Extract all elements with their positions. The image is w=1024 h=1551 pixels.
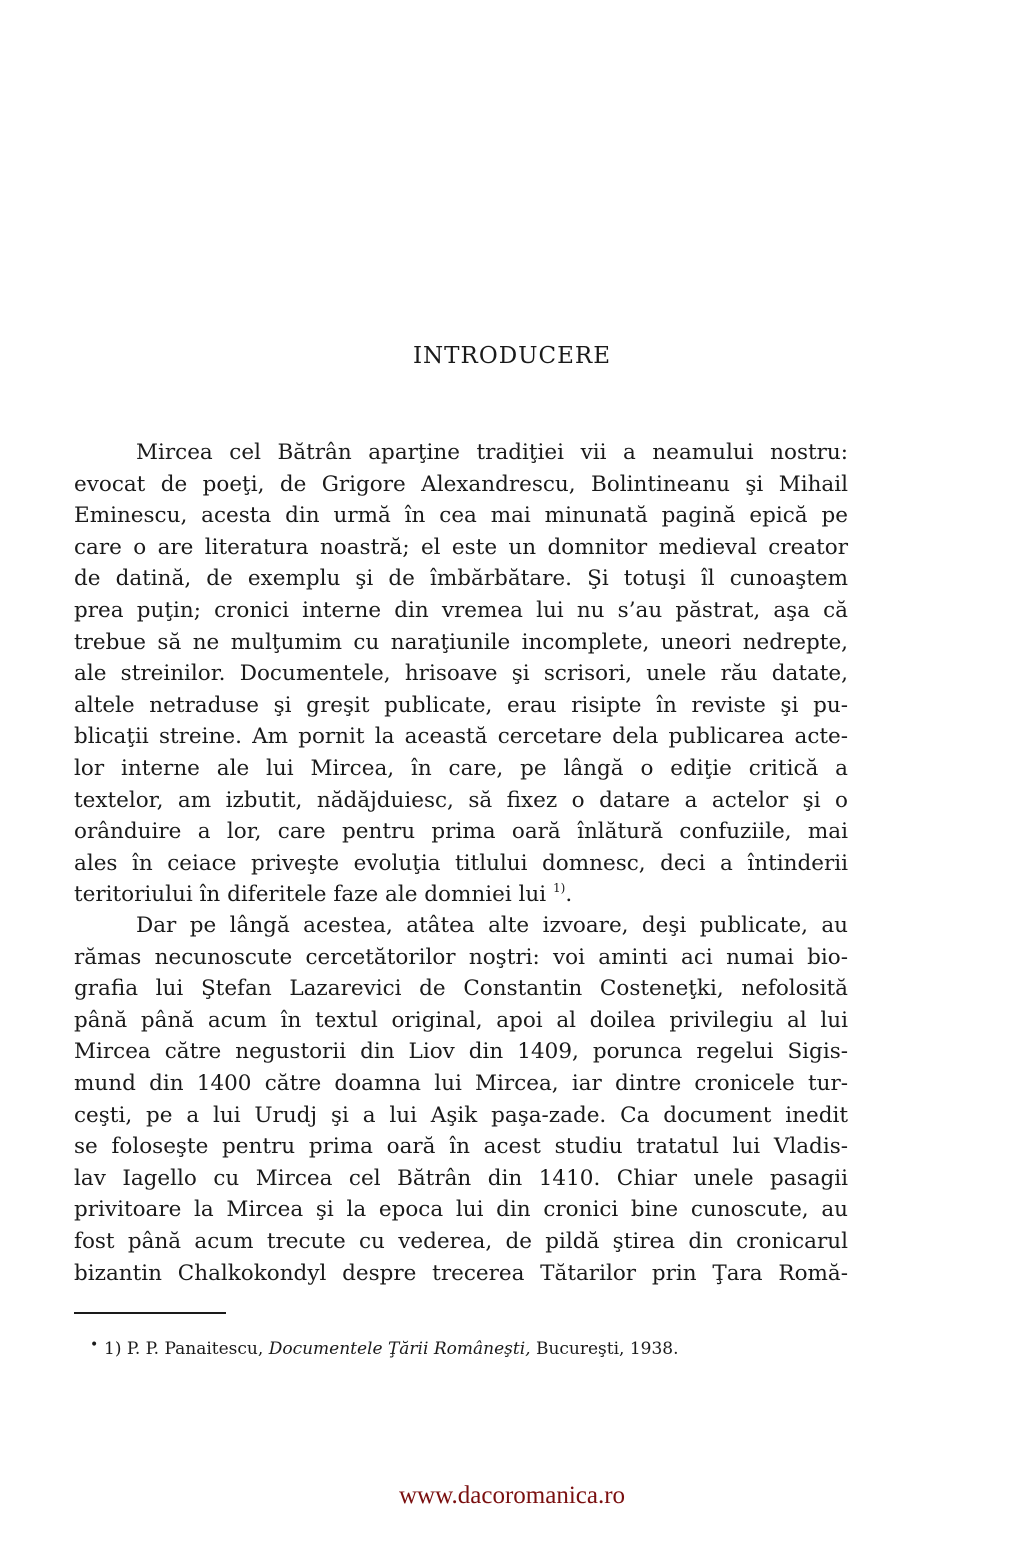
text-line: bizantin Chalkokondyl despre trecerea Tătarilor prin Ţara Romă- [74, 1260, 848, 1286]
text-line: grafia lui Ştefan Lazarevici de Constantin Costeneţki, nefolosită [74, 976, 848, 1002]
text-line [74, 879, 848, 911]
footnote-divider [74, 1312, 226, 1314]
text-line: mund din 1400 către doamna lui Mircea, iar dintre cronicele tur- [74, 1070, 848, 1096]
footnote-place-year: Bucureşti, 1938. [535, 1339, 679, 1359]
text-line: trebue să ne mulţumim cu naraţiunile incomplete, uneori nedrepte, [74, 629, 848, 655]
text-line: rămas necunoscute cercetătorilor noştri: voi aminti aci numai bio- [74, 944, 848, 970]
text-line: Mircea către negustorii din Liov din 1409, porunca regelui Sigis- [74, 1039, 848, 1065]
text-line: de datină, de exemplu şi de îmbărbătare. Şi totuşi îl cunoaştem [74, 566, 848, 592]
paragraph-1 [74, 437, 848, 911]
text-line: ceşti, pe a lui Urudj şi a lui Aşik paşa-zade. Ca document inedit [74, 1102, 848, 1128]
footnote-reference[interactable]: 1) [552, 881, 566, 896]
text-line: care o are literatura noastră; el este un domnitor medieval creator [74, 534, 848, 560]
paragraph-2 [74, 910, 848, 1289]
text-line: Dar pe lângă acestea, atâtea alte izvoare, deşi publicate, au [136, 913, 848, 938]
text-line: Mircea cel Bătrân aparţine tradiţiei vii a neamului nostru: [136, 440, 848, 465]
text-line: blicaţii streine. Am pornit la această cercetare dela publicarea acte- [74, 724, 848, 750]
text-line: textelor, am izbutit, nădăjduiesc, să fixez o datare a actelor şi o [74, 787, 848, 813]
text-line: ale streinilor. Documentele, hrisoave şi scrisori, unele rău datate, [74, 661, 848, 687]
footnote-bullet: • [90, 1337, 99, 1353]
text-line: orânduire a lor, care pentru prima oară înlătură confuziile, mai [74, 819, 848, 845]
watermark-link[interactable]: www.dacoromanica.ro [398, 1482, 626, 1509]
text-line: ales în ceiace priveşte evoluţia titlului domnesc, deci a întinderii [74, 850, 848, 876]
text-line: prea puţin; cronici interne din vremea lui nu s’au păstrat, aşa că [74, 597, 848, 623]
text-line: până până acum în textul original, apoi al doilea privilegiu al lui [74, 1007, 848, 1033]
page-title: INTRODUCERE [412, 343, 612, 369]
footnote-title: Documentele Ţării Româneşti, [268, 1339, 531, 1359]
sentence-end: . [565, 882, 573, 908]
footnote-number: 1) [104, 1339, 122, 1359]
text-line: evocat de poeţi, de Grigore Alexandrescu, Bolintineanu şi Mihail [74, 471, 848, 497]
text-line: altele netraduse şi greşit publicate, erau risipte în reviste şi pu- [74, 692, 848, 718]
text-line: Eminescu, acesta din urmă în cea mai minunată pagină epică pe [74, 503, 848, 529]
text-line: privitoare la Mircea şi la epoca lui din cronici bine cunoscute, au [74, 1197, 848, 1223]
text-line: fost până acum trecute cu vederea, de pildă ştirea din cronicarul [74, 1228, 848, 1254]
text-line: lav Iagello cu Mircea cel Bătrân din 1410. Chiar unele pasagii [74, 1165, 848, 1191]
text-line: lor interne ale lui Mircea, în care, pe lângă o ediţie critică a [74, 755, 848, 781]
text-line: se foloseşte pentru prima oară în acest studiu tratatul lui Vladis- [74, 1134, 848, 1160]
footnote-author: P. P. Panaitescu, [126, 1339, 264, 1359]
footnote [90, 1337, 679, 1361]
text-line-content: teritoriului în diferitele faze ale domniei lui [74, 882, 547, 908]
